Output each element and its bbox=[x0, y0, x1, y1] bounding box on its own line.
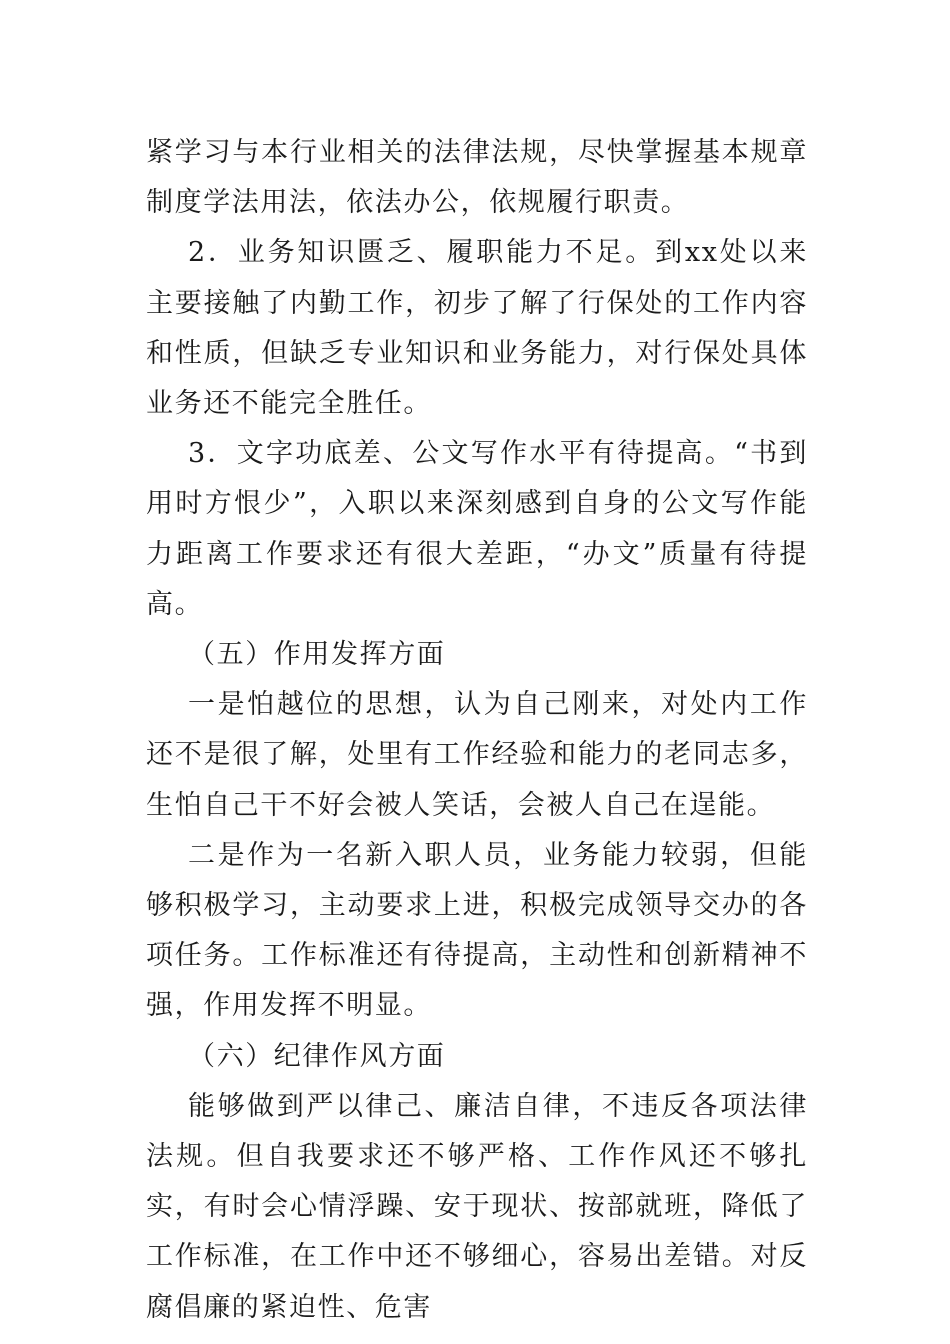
paragraph-continuation: 紧学习与本行业相关的法律法规，尽快掌握基本规章制度学法用法，依法办公，依规履行职责。 bbox=[146, 137, 808, 219]
paragraph-discipline: 能够做到严以律己、廉洁自律，不违反各项法律法规。但自我要求还不够严格、工作作风还不够扎实，有时会心情浮躁、安于现状、按部就班，降低了工作标准，在工作中还不够细心，容易出差错。对反腐倡廉的紧迫性、危害 bbox=[146, 1090, 808, 1323]
section-heading-6: （六）纪律作风方面 bbox=[188, 1040, 446, 1072]
paragraph-point-2: 二是作为一名新入职人员，业务能力较弱，但能够积极学习，主动要求上进，积极完成领导交办的各项任务。工作标准还有待提高，主动性和创新精神不强，作用发挥不明显。 bbox=[146, 839, 808, 1022]
paragraph-point-1: 一是怕越位的思想，认为自己刚来，对处内工作还不是很了解，处里有工作经验和能力的老同志多，生怕自己干不好会被人笑话，会被人自己在逞能。 bbox=[146, 689, 808, 821]
paragraph-item-3: 3．文字功底差、公文写作水平有待提高。“书到用时方恨少”，入职以来深刻感到自身的公文写作能力距离工作要求还有很大差距，“办文”质量有待提高。 bbox=[146, 438, 808, 620]
paragraph-item-2: 2．业务知识匮乏、履职能力不足。到xx处以来主要接触了内勤工作，初步了解了行保处的工作内容和性质，但缺乏专业知识和业务能力，对行保处具体业务还不能完全胜任。 bbox=[146, 237, 808, 420]
document-body bbox=[146, 128, 808, 1333]
section-heading-5: （五）作用发挥方面 bbox=[188, 639, 446, 671]
